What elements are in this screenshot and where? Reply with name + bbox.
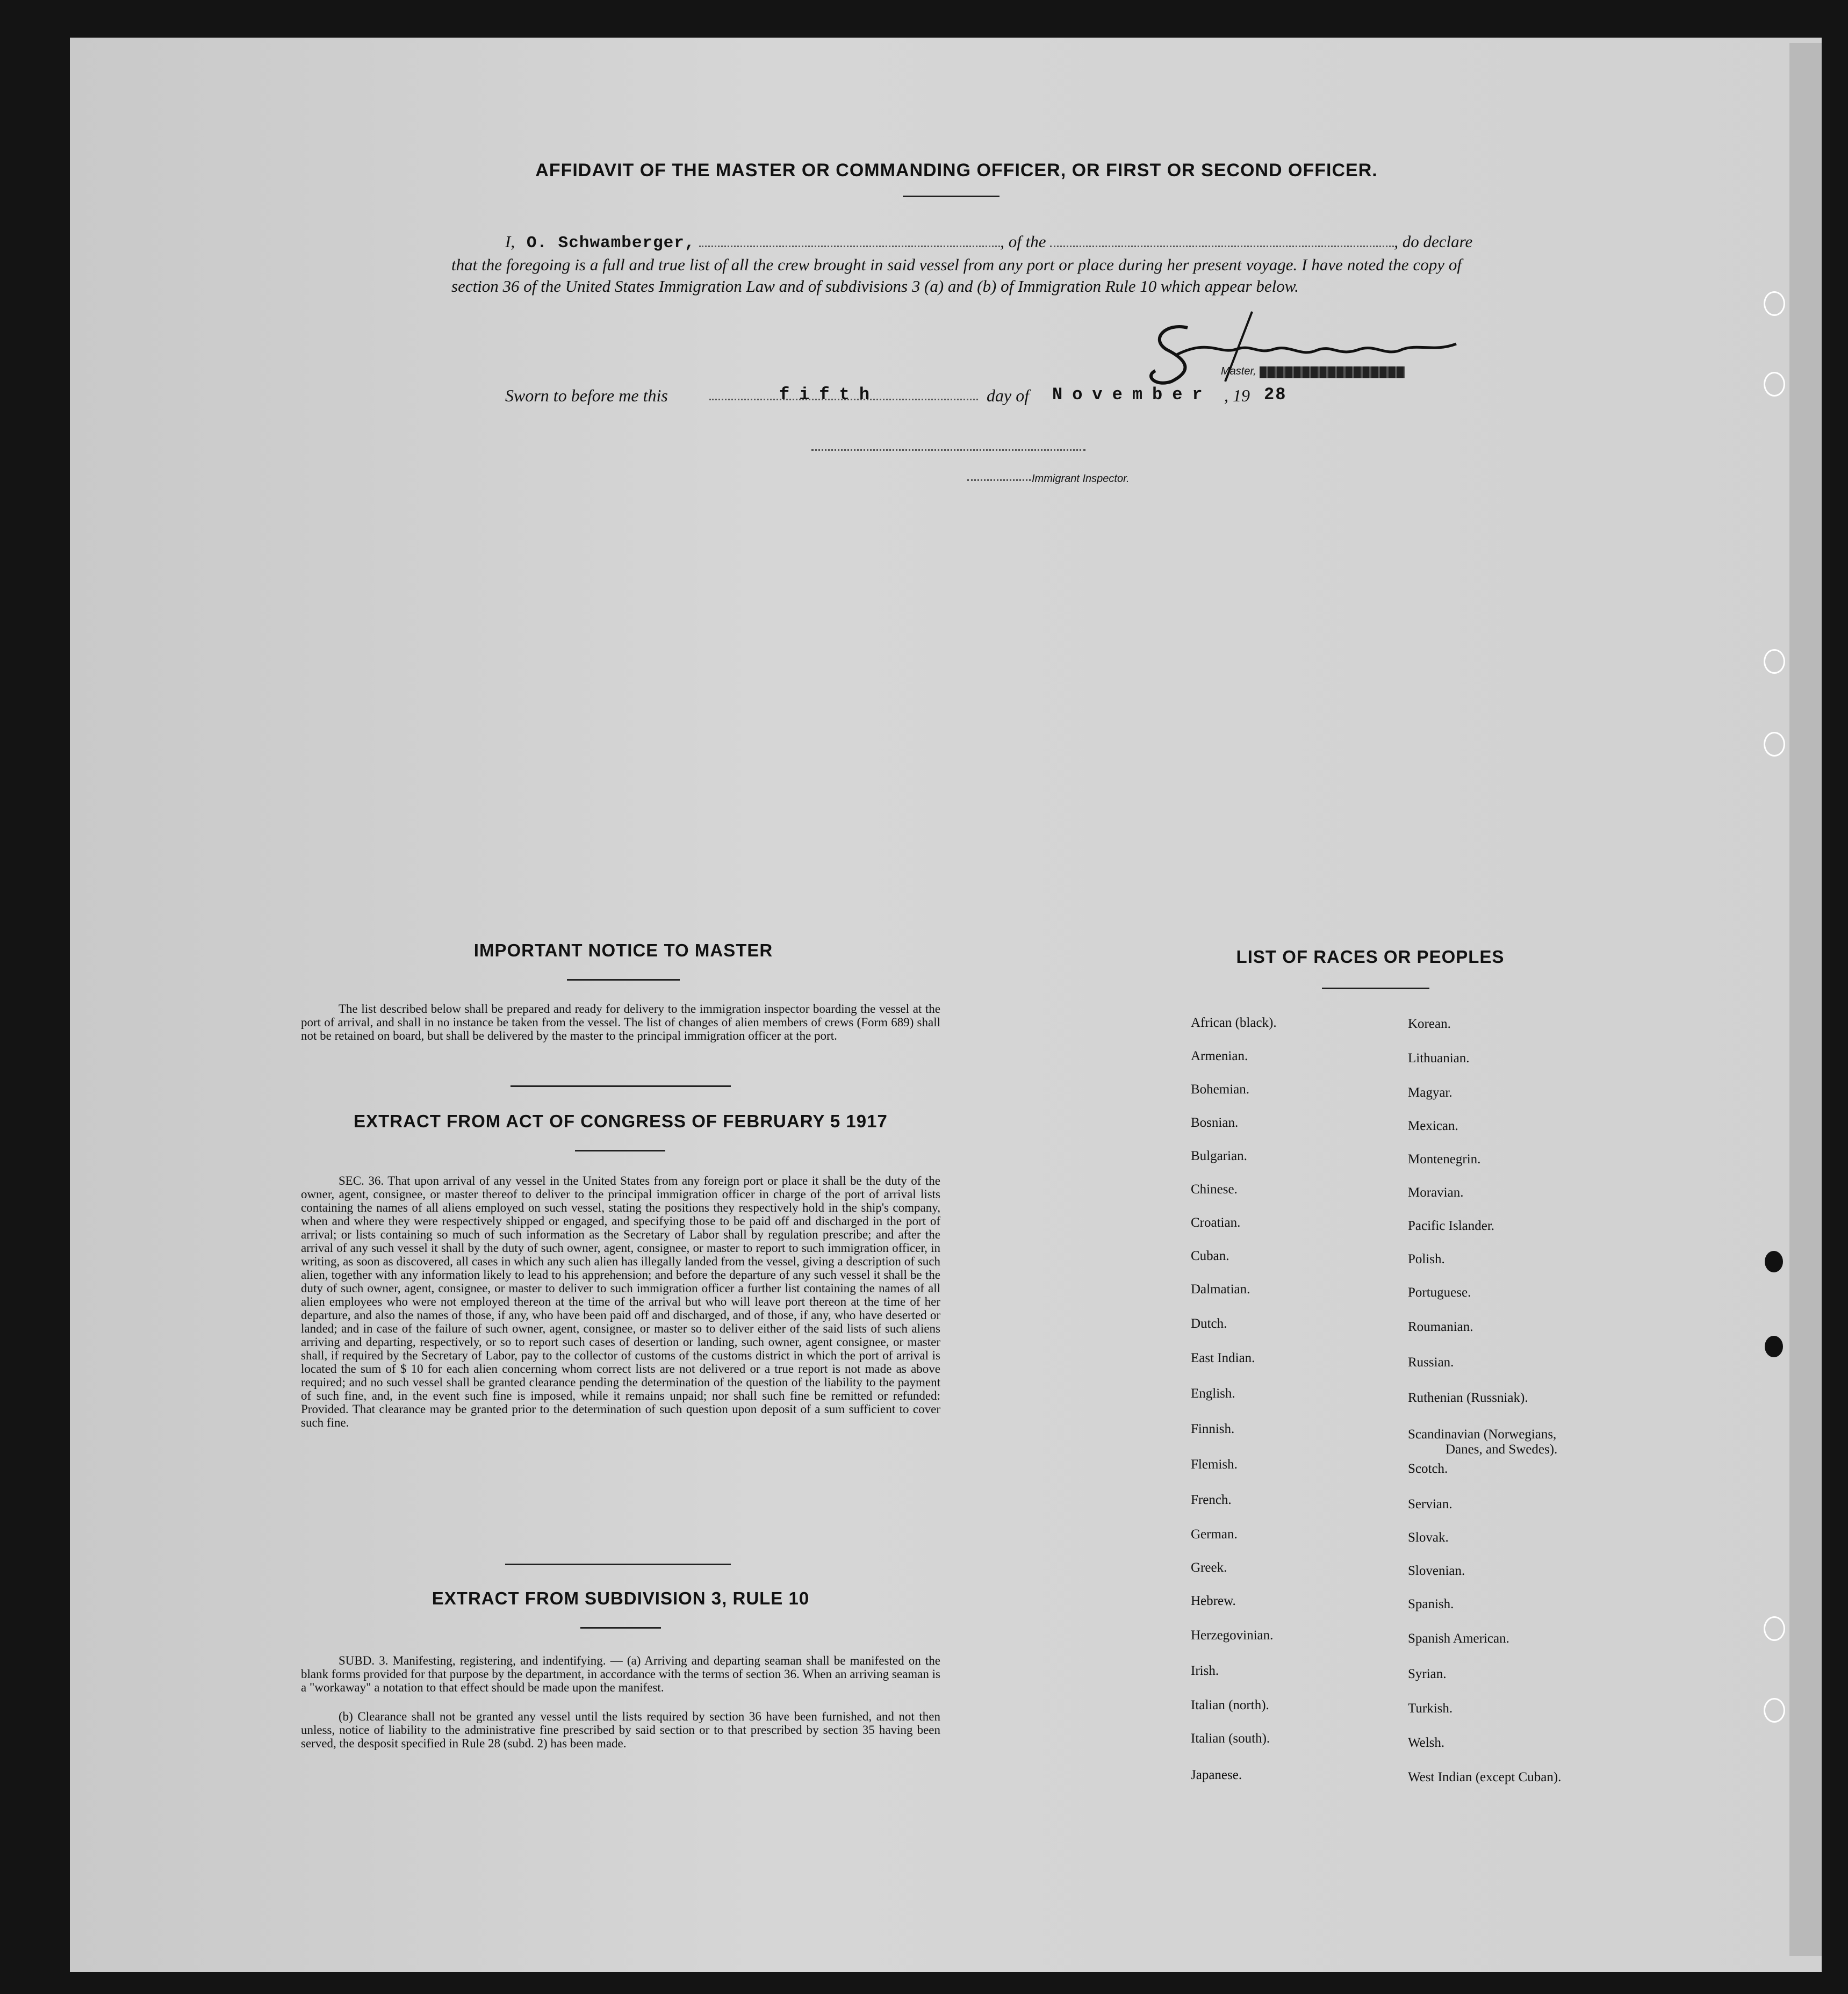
rule-title: EXTRACT FROM SUBDIVISION 3, RULE 10 — [432, 1588, 810, 1608]
race-item: Polish. — [1408, 1252, 1445, 1266]
race-item: Moravian. — [1408, 1185, 1464, 1200]
race-item: Lithuanian. — [1408, 1051, 1470, 1066]
race-item: Italian (north). — [1191, 1698, 1269, 1712]
divider — [575, 1150, 665, 1151]
races-title: LIST OF RACES OR PEOPLES — [1236, 947, 1505, 967]
race-item: Armenian. — [1191, 1049, 1248, 1063]
do-declare-label: , do declare — [1394, 232, 1473, 251]
day-value: fifth — [779, 385, 880, 405]
race-item: Italian (south). — [1191, 1731, 1270, 1746]
of-the-label: , of the — [1000, 232, 1046, 251]
master-label: Master, — [1221, 365, 1256, 377]
affidavit-body — [451, 231, 1473, 297]
race-item: Dalmatian. — [1191, 1282, 1250, 1297]
race-item: Bohemian. — [1191, 1082, 1250, 1097]
race-item: Servian. — [1408, 1497, 1452, 1511]
race-item: Scandinavian (Norwegians, — [1408, 1427, 1557, 1442]
affidavit-text: that the foregoing is a full and true list of all the crew brought in said vessel from any port or place during her present voyage. I have noted the copy of section 36 of the United States Immigration Law and of subdivisions 3 (a) and (b) of Immigration Rule 10 which appear below. — [451, 255, 1462, 296]
race-item: German. — [1191, 1527, 1238, 1542]
struck-out-text — [1260, 366, 1405, 378]
sworn-label: Sworn to before me this — [505, 386, 668, 405]
affidavit-title: AFFIDAVIT OF THE MASTER OR COMMANDING OFFICER, OR FIRST OR SECOND OFFICER. — [535, 160, 1378, 181]
race-item: Roumanian. — [1408, 1320, 1473, 1334]
race-item: Slovak. — [1408, 1530, 1449, 1545]
divider — [580, 1627, 661, 1629]
divider — [1322, 988, 1429, 989]
month-value: November — [1052, 385, 1212, 405]
race-item: Hebrew. — [1191, 1594, 1236, 1608]
binder-hole — [1764, 372, 1785, 397]
binder-hole — [1765, 1251, 1783, 1272]
race-item: Spanish American. — [1408, 1631, 1509, 1646]
race-item: Montenegrin. — [1408, 1152, 1481, 1167]
binder-hole — [1764, 291, 1785, 316]
binder-hole — [1764, 1698, 1785, 1723]
race-item: Irish. — [1191, 1664, 1219, 1678]
binder-hole — [1764, 1616, 1785, 1641]
race-item: Korean. — [1408, 1017, 1451, 1031]
race-item: Pacific Islander. — [1408, 1219, 1495, 1233]
master-name: O. Schwamberger, — [526, 234, 695, 253]
race-item: Flemish. — [1191, 1457, 1238, 1472]
notice-text: The list described below shall be prepared and ready for delivery to the immigration inspector boarding the vessel at the port of arrival, and shall in no instance be taken from the vessel. The list of changes of alien members of crews (Form 689) shall not be retained on board, but shall be delivered by the master to the principal immigration officer at the port. — [301, 1002, 940, 1042]
race-item: Danes, and Swedes). — [1446, 1442, 1558, 1457]
i-label: I, — [505, 232, 515, 251]
page-edge — [1789, 43, 1822, 1956]
divider — [505, 1564, 731, 1565]
race-item: African (black). — [1191, 1016, 1277, 1030]
race-item: Ruthenian (Russniak). — [1408, 1391, 1528, 1405]
divider — [567, 979, 680, 981]
race-item: Russian. — [1408, 1355, 1454, 1370]
race-item: Magyar. — [1408, 1085, 1452, 1100]
race-item: Croatian. — [1191, 1215, 1241, 1230]
inspector-label: Immigrant Inspector. — [1032, 473, 1130, 485]
race-item: Scotch. — [1408, 1462, 1448, 1476]
race-item: Finnish. — [1191, 1422, 1235, 1436]
race-item: Bosnian. — [1191, 1115, 1239, 1130]
race-item: Greek. — [1191, 1560, 1227, 1575]
act-text: SEC. 36. That upon arrival of any vessel in the United States from any foreign port or place it shall be the duty of the owner, agent, consignee, or master thereof to deliver to the principal immigration officer in charge of the port of arrival lists containing the names of all aliens employed on such vessel, stating the positions they respectively hold in the ship's company, when and where they were respectively shipped or engaged, and specifying those to be paid off and discharged in the port of arrival; or lists containing so much of such information as the Secretary of Labor shall by regulation prescribe; and after the arrival of any such vessel it shall by the duty of such owner, agent, consignee, or master to report to such immigration officer, in writing, as soon as discovered, all cases in which any such alien has illegally landed from the vessel, giving a description of such alien, together with any information likely to lead to his apprehension; and before the departure of any such vessel it shall be the duty of such owner, agent, consignee, or master to deliver to such immigration officer a further list containing the names of all alien employees who were not employed thereon at the time of the arrival but who will leave port thereon at the time of her departure, and also the names of those, if any, who have been paid off and discharged, and of those, if any, who have deserted or landed; and in case of the failure of such owner, agent, consignee, or master so to deliver either of the said lists of such aliens arriving and departing, respectively, or so to report such cases of desertion or landing, such owner, agent consignee, or master shall, if required by the Secretary of Labor, pay to the collector of customs of the customs district in which the port of arrival is located the sum of $ 10 for each alien concerning whom correct lists are not delivered or a true report is not made as above required; and no such vessel shall be granted clearance pending the determination of the question of the liability to the payment of such fine, and, in the event such fine is imposed, while it remains unpaid; nor shall such fine be remitted or refunded: Provided. That clearance may be granted prior to the determination of such question upon deposit of a sum sufficient to cover such fine. — [301, 1174, 940, 1429]
year-value: 28 — [1264, 385, 1287, 405]
race-item: French. — [1191, 1493, 1232, 1507]
notice-title: IMPORTANT NOTICE TO MASTER — [473, 940, 773, 960]
divider — [510, 1085, 731, 1087]
rule-text-b: (b) Clearance shall not be granted any vessel until the lists required by section 36 have been furnished, and not then unless, notice of liability to the administrative fine prescribed by said section or to that prescribed by section 35 having been served, the desposit specified in Rule 28 (subd. 2) has been made. — [301, 1710, 940, 1750]
race-item: Chinese. — [1191, 1182, 1238, 1197]
rule-text-a: SUBD. 3. Manifesting, registering, and indentifying. — (a) Arriving and departing seaman shall be manifested on the blank forms provided for that purpose by the department, in accordance with the terms of section 36. When an arriving seaman is a "workaway" a notation to that effect should be made upon the manifest. — [301, 1654, 940, 1694]
act-title: EXTRACT FROM ACT OF CONGRESS OF FEBRUARY 5 1917 — [354, 1111, 888, 1131]
race-item: West Indian (except Cuban). — [1408, 1770, 1562, 1784]
race-item: Welsh. — [1408, 1736, 1445, 1750]
race-item: Spanish. — [1408, 1597, 1454, 1611]
binder-hole — [1765, 1336, 1783, 1357]
race-item: Mexican. — [1408, 1119, 1458, 1133]
binder-hole — [1764, 732, 1785, 757]
race-item: Herzegovinian. — [1191, 1628, 1274, 1643]
race-item: Turkish. — [1408, 1701, 1453, 1716]
race-item: Cuban. — [1191, 1249, 1229, 1263]
race-item: Dutch. — [1191, 1316, 1227, 1331]
divider — [903, 196, 999, 197]
year-prefix: , 19 — [1224, 386, 1250, 405]
race-item: English. — [1191, 1386, 1235, 1401]
binder-hole — [1764, 649, 1785, 674]
race-item: Japanese. — [1191, 1768, 1242, 1782]
day-of-label: day of — [987, 386, 1030, 405]
race-item: Syrian. — [1408, 1667, 1447, 1681]
race-item: East Indian. — [1191, 1351, 1255, 1365]
race-item: Portuguese. — [1408, 1285, 1471, 1300]
race-item: Bulgarian. — [1191, 1149, 1247, 1163]
race-item: Slovenian. — [1408, 1564, 1465, 1578]
